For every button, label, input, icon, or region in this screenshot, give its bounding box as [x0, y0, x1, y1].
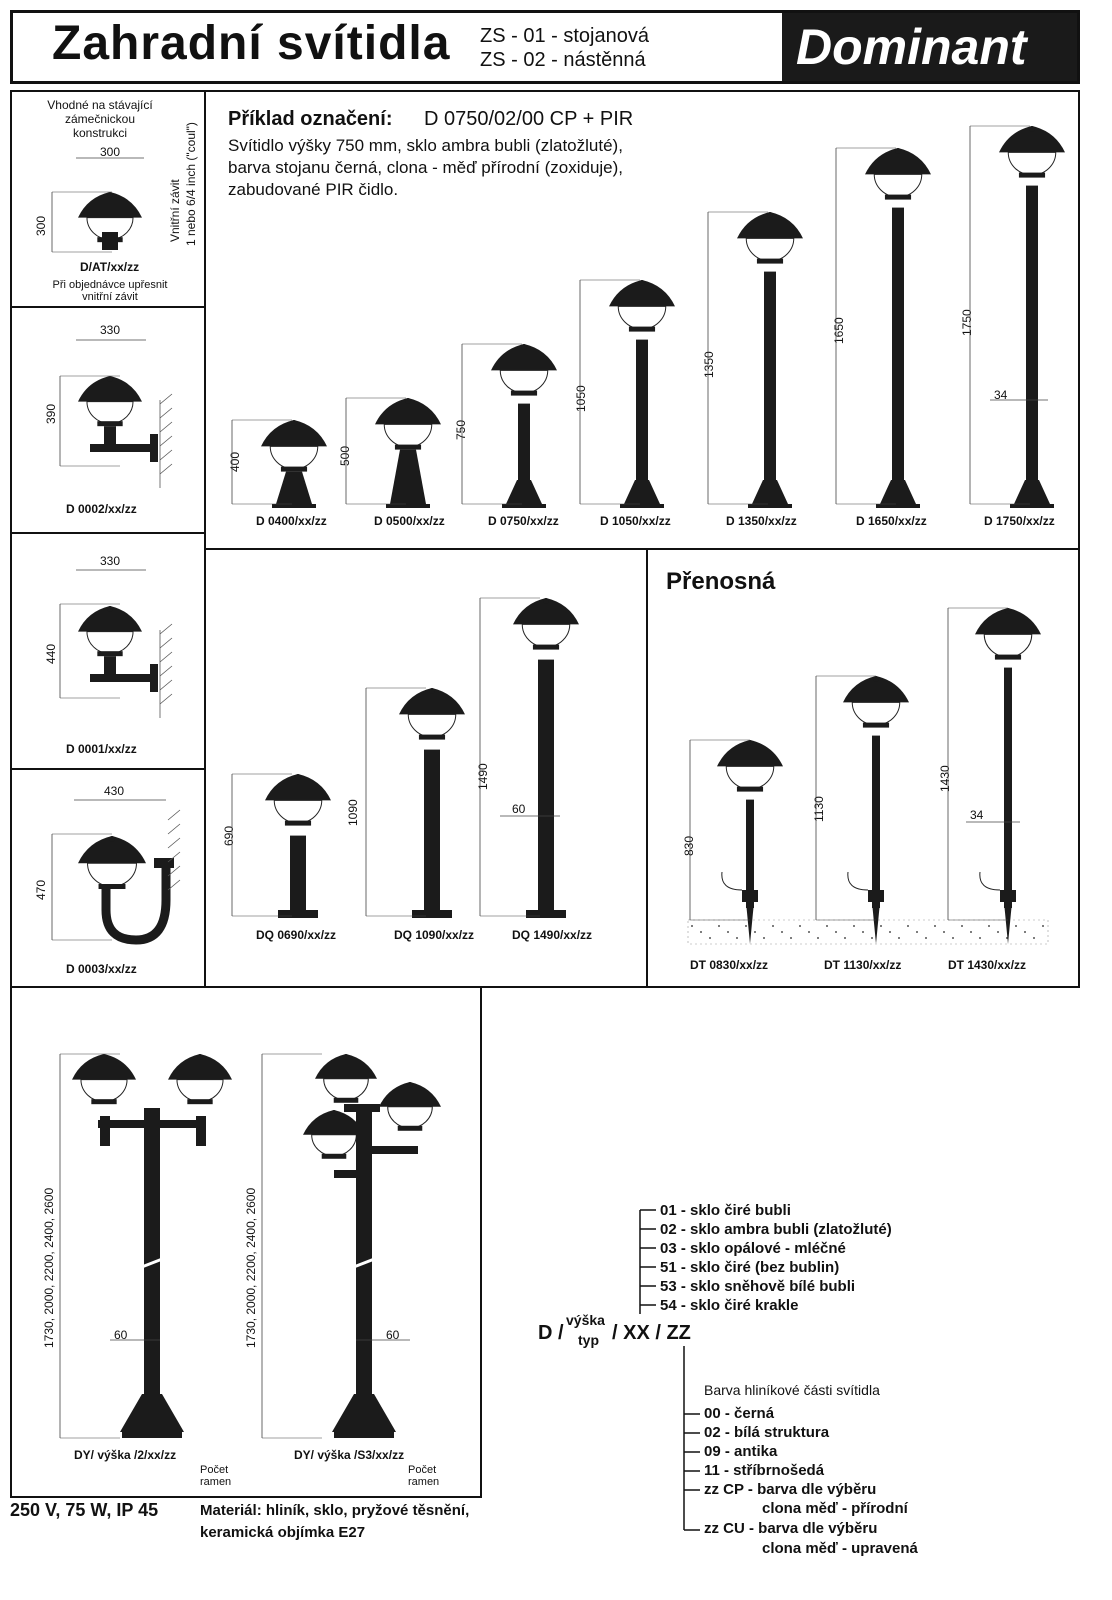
- portable-lamp-0-collar: [737, 787, 763, 792]
- standing-lamp-4-finial: [767, 212, 773, 218]
- ground-dot: [817, 937, 819, 939]
- ground-strip: [688, 920, 1048, 944]
- standing-code-0400: D 0400/xx/zz: [256, 514, 327, 528]
- ground-dot: [745, 925, 747, 927]
- ground-dot: [862, 931, 864, 933]
- standing-lamp-3-foot: [624, 480, 660, 504]
- wall3-hatch: [168, 838, 180, 848]
- wall3-width-dim: 430: [104, 784, 125, 798]
- standing-height-1350: 1350: [702, 351, 716, 378]
- code-key-vyska: výška: [566, 1312, 605, 1328]
- glass-option-53: 53 - sklo sněhově bílé bubli: [660, 1278, 856, 1295]
- adapter-text-1: Vhodné na stávající: [47, 98, 153, 112]
- glass-option-01: 01 - sklo čiré bubli: [660, 1202, 791, 1219]
- portable-code-1130: DT 1130/xx/zz: [824, 958, 902, 972]
- adapter-height-dim: 300: [34, 215, 48, 236]
- standing-lamp-4-collar: [757, 259, 783, 264]
- dq-lamp-2-finial: [543, 598, 549, 604]
- standing-lamp-3-finial: [639, 280, 645, 286]
- portable-code-1430: DT 1430/xx/zz: [948, 958, 1027, 972]
- standing-lamp-1-base: [390, 450, 426, 504]
- color-option-09: 09 - antika: [704, 1443, 778, 1460]
- dy-width-1: 60: [114, 1328, 128, 1342]
- adapter-note-2: vnitřní závit: [82, 291, 138, 303]
- standing-code-1050: D 1050/xx/zz: [600, 514, 671, 528]
- dq-code-1490: DQ 1490/xx/zz: [512, 928, 593, 942]
- portable-lamp-0-cable: [722, 872, 742, 890]
- ground-dot: [754, 931, 756, 933]
- standing-code-1650: D 1650/xx/zz: [856, 514, 927, 528]
- portable-lamp-0-finial: [747, 740, 753, 746]
- standing-lamp-3-globe: [618, 306, 666, 329]
- standing-lamp-4-plate: [748, 504, 792, 508]
- specs-electrical: 250 V, 75 W, IP 45: [10, 1500, 159, 1520]
- ground-dot: [727, 931, 729, 933]
- dq-lamp-1-collar: [419, 735, 445, 740]
- portable-code-0830: DT 0830/xx/zz: [690, 958, 769, 972]
- adapter-thread-label-2: 1 nebo 6/4 inch ("coul"): [184, 122, 198, 246]
- page-title: Zahradní svítidla: [52, 17, 451, 70]
- standing-code-1750: D 1750/xx/zz: [984, 514, 1055, 528]
- wall2-hatch: [160, 694, 172, 704]
- ground-dot: [898, 937, 900, 939]
- code-key-suffix: / XX / ZZ: [612, 1322, 691, 1344]
- wall3-globe: [88, 863, 137, 886]
- wall2-arm: [90, 674, 154, 682]
- standing-lamp-3-collar: [629, 327, 655, 332]
- dq-lamp-2-pole: [538, 660, 554, 916]
- standing-lamp-4-globe: [746, 238, 794, 261]
- standing-lamp-6-foot: [1014, 480, 1050, 504]
- portable-lamp-1-finial: [873, 676, 879, 682]
- standing-height-0750: 750: [454, 419, 468, 440]
- ground-dot: [691, 925, 693, 927]
- brand-name: Dominant: [796, 19, 1027, 75]
- wall1-height-dim: 390: [44, 403, 58, 424]
- dy-code-2: DY/ výška /S3/xx/zz: [294, 1448, 405, 1462]
- wall1-hatch: [160, 464, 172, 474]
- ground-dot: [1042, 925, 1044, 927]
- adapter-code: D/AT/xx/zz: [80, 260, 140, 274]
- ground-dot: [916, 931, 918, 933]
- dq-code-1090: DQ 1090/xx/zz: [394, 928, 475, 942]
- color-option-11: 11 - stříbrnošedá: [704, 1462, 825, 1479]
- standing-lamp-0-plate: [272, 504, 316, 508]
- dy-lamp-2-c-finial: [331, 1110, 337, 1116]
- portable-height-1430: 1430: [938, 765, 952, 792]
- dy-lamp-2-b-collar: [398, 1126, 423, 1131]
- wall3-finial: [109, 836, 115, 842]
- dy-lamp-2-plate: [334, 1432, 394, 1438]
- ground-dot: [763, 937, 765, 939]
- dy-lamp-1-drop-b: [196, 1116, 206, 1146]
- wall3-hatch: [168, 810, 180, 820]
- standing-height-1050: 1050: [574, 385, 588, 412]
- wall3-code: D 0003/xx/zz: [66, 962, 137, 976]
- dy-lamp-1-a-globe: [81, 1080, 127, 1102]
- standing-lamp-0-base: [276, 472, 312, 504]
- dq-lamp-0-pole: [290, 836, 306, 916]
- code-key-typ: typ: [578, 1332, 599, 1348]
- color-option-cu: zz CU - barva dle výběru: [704, 1520, 878, 1537]
- standing-lamp-2-collar: [511, 391, 537, 396]
- standing-lamp-1-plate: [386, 504, 430, 508]
- standing-lamp-1-collar: [395, 445, 421, 450]
- dq-lamp-2-base: [526, 910, 566, 918]
- ground-dot: [835, 931, 837, 933]
- dy-heights-2: 1730, 2000, 2200, 2400, 2600: [244, 1187, 258, 1348]
- wall2-globe: [87, 632, 133, 654]
- standing-lamp-1-finial: [405, 398, 411, 404]
- dy-lamp-1-drop-a: [100, 1116, 110, 1146]
- adapter-thread-label-1: Vnitřní závit: [168, 179, 182, 242]
- adapter-width-dim: 300: [100, 145, 121, 159]
- ground-dot: [925, 937, 927, 939]
- dy-lamp-1-arm: [98, 1120, 206, 1128]
- dy-lamp-2-pole: [356, 1110, 372, 1430]
- dy-heights-1: 1730, 2000, 2200, 2400, 2600: [42, 1187, 56, 1348]
- standing-lamp-3-pole: [636, 340, 648, 482]
- example-desc-2: barva stojanu černá, clona - měď přírodní (zoxiduje),: [228, 158, 624, 177]
- ground-dot: [1033, 937, 1035, 939]
- dy-width-2: 60: [386, 1328, 400, 1342]
- standing-lamp-2-pole: [518, 404, 530, 482]
- dq-lamp-0-finial: [295, 774, 301, 780]
- code-key-prefix: D /: [538, 1322, 564, 1344]
- ground-dot: [889, 931, 891, 933]
- dq-lamp-2-collar: [533, 645, 559, 650]
- standing-lamp-6-collar: [1019, 173, 1045, 178]
- example-label: Příklad označení:: [228, 108, 393, 130]
- ground-dot: [961, 925, 963, 927]
- standing-height-1750: 1750: [960, 309, 974, 336]
- standing-lamp-5-plate: [876, 504, 920, 508]
- standing-height-0400: 400: [228, 451, 242, 472]
- wall2-plate: [150, 664, 158, 692]
- specs-material-1: Materiál: hliník, sklo, pryžové těsnění,: [200, 1502, 470, 1519]
- standing-lamp-2-globe: [500, 370, 548, 393]
- portable-lamp-0-globe: [726, 766, 774, 789]
- adapter-stem: [102, 232, 118, 250]
- example-code: D 0750/02/00 CP + PIR: [424, 108, 634, 130]
- wall1-code: D 0002/xx/zz: [66, 502, 137, 516]
- glass-option-03: 03 - sklo opálové - mléčné: [660, 1240, 846, 1257]
- color-option-00: 00 - černá: [704, 1405, 775, 1422]
- portable-lamp-2-pole: [1004, 668, 1012, 908]
- specs-material-2: keramická objímka E27: [200, 1524, 366, 1541]
- portable-width-dim: 34: [970, 808, 984, 822]
- standing-lamp-2-foot: [506, 480, 542, 504]
- portable-lamp-1-collar: [863, 723, 889, 728]
- dy-lamp-2-b-globe: [388, 1107, 433, 1128]
- wall2-collar: [97, 651, 122, 656]
- dy-lamp-1-b-finial: [197, 1054, 203, 1060]
- adapter-lamp-finial: [107, 192, 113, 198]
- wall2-finial: [107, 606, 113, 612]
- portable-title: Přenosná: [666, 568, 776, 595]
- standing-lamp-4-pole: [764, 272, 776, 482]
- dy-lamp-2-b-finial: [407, 1082, 413, 1088]
- ground-dot: [790, 937, 792, 939]
- wall1-hatch: [160, 450, 172, 460]
- dq-lamp-0-base: [278, 910, 318, 918]
- wall1-hatch: [160, 422, 172, 432]
- ground-dot: [880, 925, 882, 927]
- ground-dot: [709, 937, 711, 939]
- ground-dot: [943, 931, 945, 933]
- ground-dot: [736, 937, 738, 939]
- dy-lamp-2-arm-top: [344, 1104, 380, 1112]
- ground-dot: [718, 925, 720, 927]
- standing-lamp-5-pole: [892, 208, 904, 482]
- wall1-plate: [150, 434, 158, 462]
- portable-lamp-2-globe: [984, 634, 1032, 657]
- portable-height-1130: 1130: [812, 796, 826, 822]
- dq-lamp-1-pole: [424, 750, 440, 916]
- dq-lamp-2-globe: [522, 624, 570, 647]
- wall2-hatch: [160, 666, 172, 676]
- standing-lamp-6-finial: [1029, 126, 1035, 132]
- standing-lamp-0-collar: [281, 467, 307, 472]
- adapter-note-1: Při objednávce upřesnit: [52, 279, 168, 291]
- standing-code-0750: D 0750/xx/zz: [488, 514, 559, 528]
- wall2-hatch: [160, 638, 172, 648]
- dy-lamp-2-arm-left: [334, 1170, 360, 1178]
- adapter-text-3: konstrukci: [72, 126, 128, 140]
- wall1-finial: [107, 376, 113, 382]
- standing-lamp-4-foot: [752, 480, 788, 504]
- example-desc-3: zabudované PIR čidlo.: [228, 180, 399, 199]
- ground-dot: [844, 937, 846, 939]
- standing-lamp-6-globe: [1008, 152, 1056, 175]
- dq-lamp-1-globe: [408, 714, 456, 737]
- wall3-height-dim: 470: [34, 879, 48, 900]
- portable-lamp-1-globe: [852, 702, 900, 725]
- standing-lamp-5-globe: [874, 174, 922, 197]
- dq-height-1490: 1490: [476, 763, 490, 790]
- ground-dot: [799, 925, 801, 927]
- color-option-cp-detail: clona měď - přírodní: [762, 1500, 908, 1517]
- portable-lamp-0-clamp: [742, 890, 758, 902]
- example-desc-1: Svítidlo výšky 750 mm, sklo ambra bubli (zlatožluté),: [228, 136, 623, 155]
- header-subtitle-2: ZS - 02 - nástěnná: [480, 49, 646, 71]
- ground-dot: [772, 925, 774, 927]
- wall2-hatch: [160, 624, 172, 634]
- standing-lamp-6-pole: [1026, 186, 1038, 482]
- ground-dot: [700, 931, 702, 933]
- standing-pole-width: 34: [994, 388, 1008, 402]
- glass-option-54: 54 - sklo čiré krakle: [660, 1297, 799, 1314]
- dy-lamp-1-plate: [122, 1432, 182, 1438]
- standing-lamp-2-finial: [521, 344, 527, 350]
- dy-lamp-1-b-globe: [177, 1080, 223, 1102]
- wall2-width-dim: 330: [100, 554, 121, 568]
- portable-lamp-2-clamp: [1000, 890, 1016, 902]
- portable-lamp-1-pole: [872, 736, 880, 908]
- wall1-hatch: [160, 408, 172, 418]
- dy-count-1b: ramen: [200, 1476, 232, 1488]
- portable-lamp-2-collar: [995, 655, 1021, 660]
- wall1-hatch: [160, 436, 172, 446]
- ground-dot: [781, 931, 783, 933]
- dq-height-0690: 690: [222, 825, 236, 846]
- dq-lamp-0-collar: [285, 821, 311, 826]
- portable-height-0830: 830: [682, 835, 696, 856]
- header-subtitle-1: ZS - 01 - stojanová: [480, 25, 649, 47]
- standing-code-1350: D 1350/xx/zz: [726, 514, 797, 528]
- standing-lamp-5-finial: [895, 148, 901, 154]
- glass-option-02: 02 - sklo ambra bubli (zlatožluté): [660, 1221, 892, 1238]
- dy-lamp-2-c-globe: [312, 1135, 357, 1156]
- wall2-hatch: [160, 680, 172, 690]
- wall2-height-dim: 440: [44, 643, 58, 664]
- standing-lamp-1-globe: [384, 424, 432, 447]
- ground-dot: [853, 925, 855, 927]
- ground-dot: [934, 925, 936, 927]
- dq-lamp-1-finial: [429, 688, 435, 694]
- standing-lamp-3-plate: [620, 504, 664, 508]
- portable-lamp-1-clamp: [868, 890, 884, 902]
- standing-lamp-2-plate: [502, 504, 546, 508]
- standing-lamp-0-globe: [270, 446, 318, 469]
- ground-dot: [970, 931, 972, 933]
- dy-lamp-1-a-finial: [101, 1054, 107, 1060]
- wall1-width-dim: 330: [100, 323, 121, 337]
- dq-lamp-0-globe: [274, 800, 322, 823]
- color-option-cu-detail: clona měď - upravená: [762, 1540, 918, 1557]
- ground-dot: [907, 925, 909, 927]
- ground-dot: [979, 937, 981, 939]
- dy-lamp-2-a-finial: [343, 1054, 349, 1060]
- ground-dot: [952, 937, 954, 939]
- dy-lamp-1-a-collar: [91, 1099, 116, 1104]
- standing-code-0500: D 0500/xx/zz: [374, 514, 445, 528]
- ground-dot: [988, 925, 990, 927]
- adapter-text-2: zámečnickou: [64, 112, 136, 126]
- color-option-02: 02 - bílá struktura: [704, 1424, 830, 1441]
- dy-lamp-1-b-collar: [187, 1099, 212, 1104]
- glass-option-51: 51 - sklo čiré (bez bublin): [660, 1259, 840, 1276]
- color-title: Barva hliníkové části svítidla: [704, 1382, 880, 1398]
- portable-lamp-2-cable: [980, 872, 1000, 890]
- ground-dot: [1024, 931, 1026, 933]
- portable-lamp-1-cable: [848, 872, 868, 890]
- dy-lamp-2-a-globe: [324, 1079, 369, 1100]
- standing-height-0500: 500: [338, 445, 352, 466]
- dq-code-0690: DQ 0690/xx/zz: [256, 928, 337, 942]
- portable-lamp-2-finial: [1005, 608, 1011, 614]
- ground-dot: [808, 931, 810, 933]
- wall2-code: D 0001/xx/zz: [66, 742, 137, 756]
- dy-lamp-1-foot: [120, 1394, 184, 1432]
- dy-lamp-2-arm-right: [370, 1146, 418, 1154]
- standing-lamp-5-foot: [880, 480, 916, 504]
- wall1-arm: [90, 444, 154, 452]
- dy-count-2b: ramen: [408, 1476, 440, 1488]
- dy-lamp-1-pole: [144, 1108, 160, 1430]
- ground-dot: [997, 931, 999, 933]
- dq-width-dim: 60: [512, 802, 526, 816]
- color-option-cp: zz CP - barva dle výběru: [704, 1481, 877, 1498]
- wall3-hatch: [168, 824, 180, 834]
- dq-height-1090: 1090: [346, 799, 360, 826]
- wall3-collar: [99, 884, 126, 889]
- dy-count-2a: Počet: [408, 1464, 437, 1476]
- standing-lamp-6-plate: [1010, 504, 1054, 508]
- wall1-hatch: [160, 394, 172, 404]
- dy-lamp-2-foot: [332, 1394, 396, 1432]
- dy-code-1: DY/ výška /2/xx/zz: [74, 1448, 177, 1462]
- ground-dot: [1015, 925, 1017, 927]
- wall1-collar: [97, 421, 122, 426]
- standing-height-1650: 1650: [832, 317, 846, 344]
- dq-lamp-1-base: [412, 910, 452, 918]
- dy-lamp-2-c-collar: [322, 1154, 347, 1159]
- ground-dot: [826, 925, 828, 927]
- ground-dot: [871, 937, 873, 939]
- standing-lamp-0-finial: [291, 420, 297, 426]
- dy-lamp-2-a-collar: [334, 1098, 359, 1103]
- wall2-hatch: [160, 652, 172, 662]
- wall1-globe: [87, 402, 133, 424]
- dy-count-1a: Počet: [200, 1464, 229, 1476]
- standing-lamp-5-collar: [885, 195, 911, 200]
